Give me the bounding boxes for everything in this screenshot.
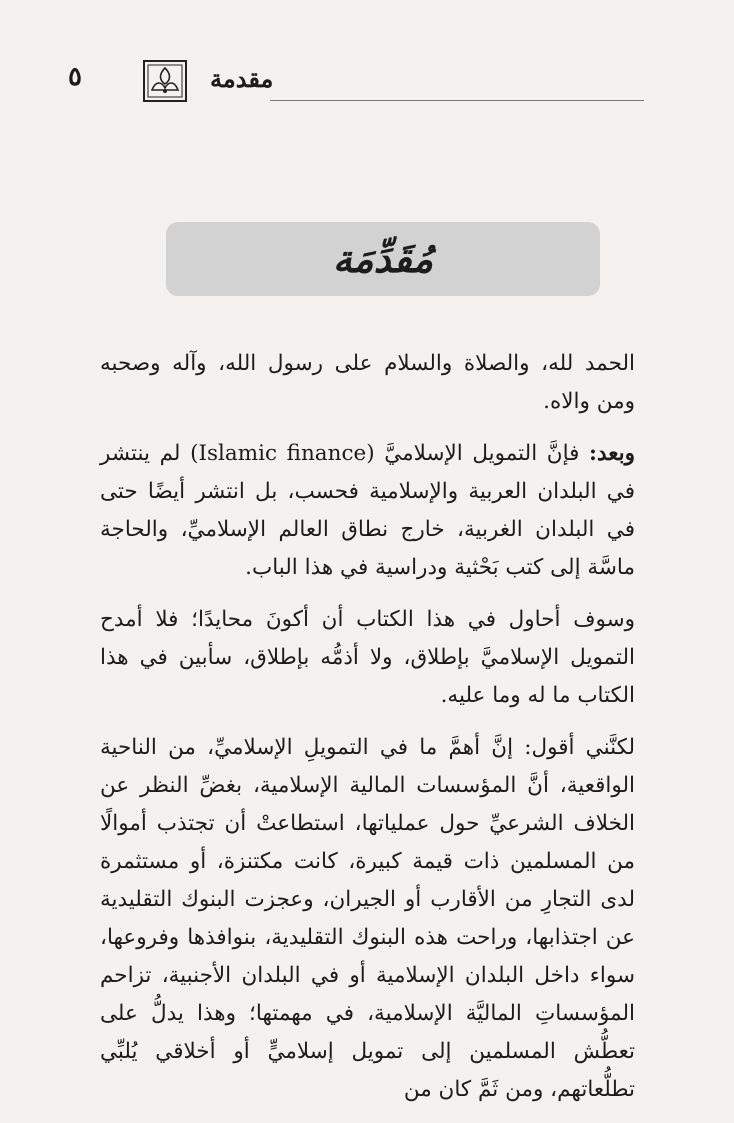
body-text [100,345,635,1123]
paragraph-text: فإنَّ التمويل الإسلاميَّ [374,441,590,466]
page-header [60,60,644,100]
paragraph-opening: الحمد لله، والصلاة والسلام على رسول الله، وآله وصحبه ومن والاه. [100,351,635,414]
paragraph-text: لم ينتشر في البلدان العربية والإسلامية فحسب، بل انتشر أيضًا حتى في البلدان الغربية، خارج نطاق العالم الإسلاميِّ، والحاجة ماسَّة إلى كتب بَحْثية ودراسية في هذا الباب. [100,441,635,580]
header-divider [270,100,644,101]
floral-ornament-icon [142,60,188,102]
running-title: مقدمة [210,64,274,93]
paragraph-importance: لكنَّني أقول: إنَّ أهمَّ ما في التمويلِ الإسلاميِّ، من الناحية الواقعية، أنَّ المؤسسات المالية الإسلامية، بغضِّ النظر عن الخلاف الشرعيِّ حول عملياتها، استطاعتْ أن تجتذب أموالًا من المسلمين ذات قيمة كبيرة، كانت مكتنزة، أو مستثمرة لدى التجارِ من الأقارب أو الجيران، وعجزت البنوك التقليدية عن اجتذابها، وراحت هذه البنوك التقليدية، بنوافذها وفروعها، سواء داخل البلدان الإسلامية أو في البلدان الأجنبية، تزاحم المؤسساتِ الماليَّة الإسلامية، في مهمتها؛ وهذا يدلُّ على تعطُّش المسلمين إلى تمويل إسلاميٍّ أو أخلاقي يُلبِّي تطلُّعاتهم، ومن ثَمَّ كان من [100,735,635,1102]
page-number: ٥ [68,62,82,92]
paragraph-introduction [100,435,635,587]
paragraph-lead: وبعد: [589,441,635,466]
english-term: (Islamic finance) [190,441,375,466]
paragraph-neutrality: وسوف أحاول في هذا الكتاب أن أكونَ محايدًا؛ فلا أمدح التمويل الإسلاميَّ بإطلاق، ولا أذمُّه بإطلاق، سأبين في هذا الكتاب ما له وما عليه. [100,607,635,708]
chapter-title: مُقَدِّمَة [332,236,434,281]
chapter-title-box [166,222,600,296]
